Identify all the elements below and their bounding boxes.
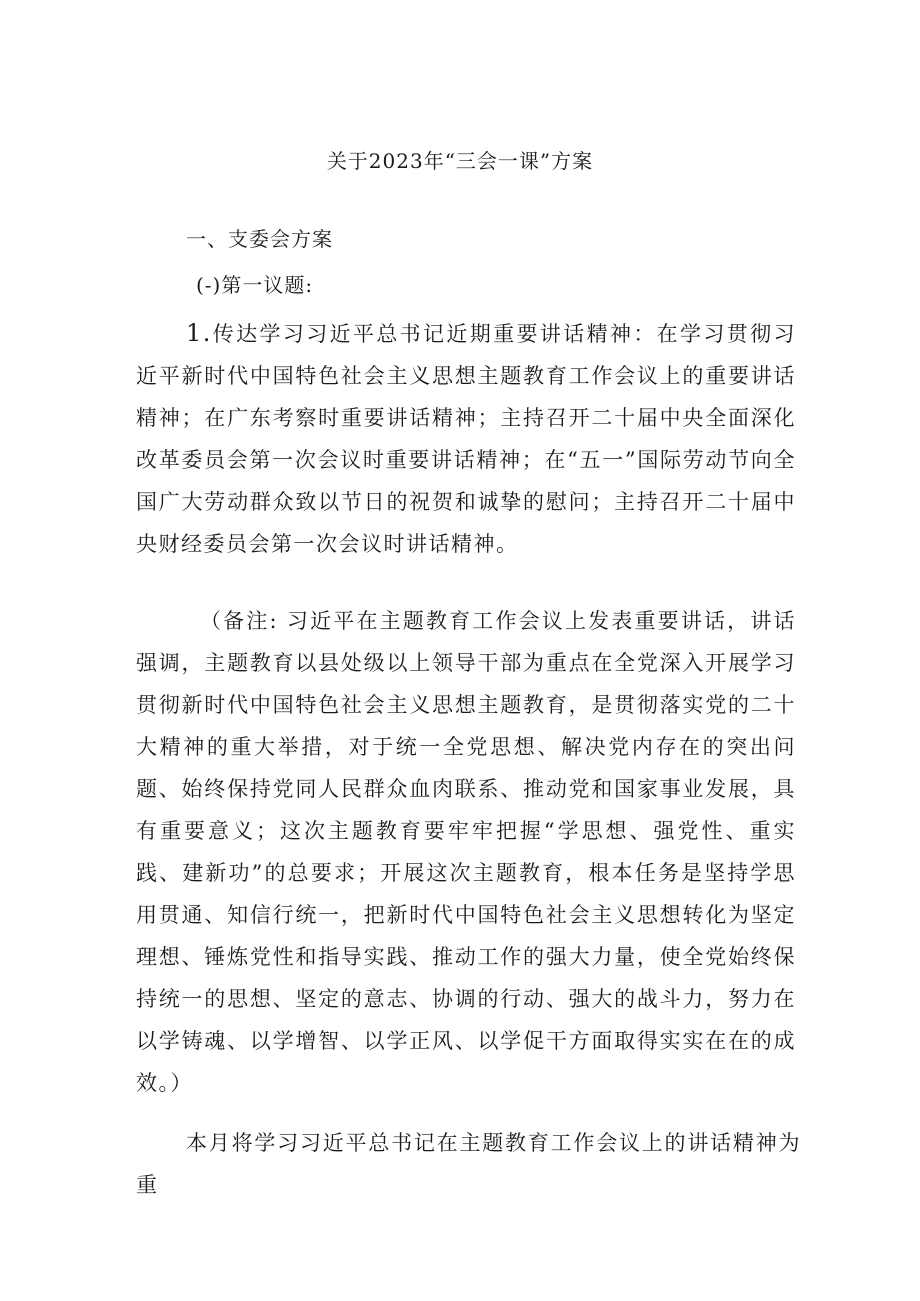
subsection-heading: (-)第一议题:: [196, 273, 314, 297]
paragraph-1-number: 1.: [186, 319, 212, 347]
paragraph-1: [136, 312, 796, 565]
paragraph-1-text: 传达学习习近平总书记近期重要讲话精神：在学习贯彻习近平新时代中国特色社会主义思想主题教育工作会议上的重要讲话精神；在广东考察时重要讲话精神；主持召开二十届中央全面深化改革委员会第一次会议时重要讲话精神；在“五一”国际劳动节向全国广大劳动群众致以节日的祝贺和诚挚的慰问；主持召开二十届中央财经委员会第一次会议时讲话精神。: [136, 322, 796, 556]
paragraph-3: 本月将学习习近平总书记在主题教育工作会议上的讲话精神为重: [136, 1131, 801, 1197]
document-title: 关于2023年“三会一课”方案: [326, 149, 594, 173]
section-heading: 一、支委会方案: [186, 227, 333, 251]
paragraph-2-note: （备注: 习近平在主题教育工作会议上发表重要讲话，讲话强调，主题教育以县处级以上领导干部为重点在全党深入开展学习贯彻新时代中国特色社会主义思想主题教育，是贯彻落实党的二十大精神的重大举措，对于统一全党思想、解决党内存在的突出问题、始终保持党同人民群众血肉联系、推动党和国家事业发展，具有重要意义；这次主题教育要牢牢把握“学思想、强党性、重实践、建新功”的总要求；开展这次主题教育，根本任务是坚持学思用贯通、知信行统一，把新时代中国特色社会主义思想转化为坚定理想、锤炼党性和指导实践、推动工作的强大力量，使全党始终保持统一的思想、坚定的意志、协调的行动、强大的战斗力，努力在以学铸魂、以学增智、以学正风、以学促干方面取得实实在在的成效。）: [136, 609, 796, 1095]
